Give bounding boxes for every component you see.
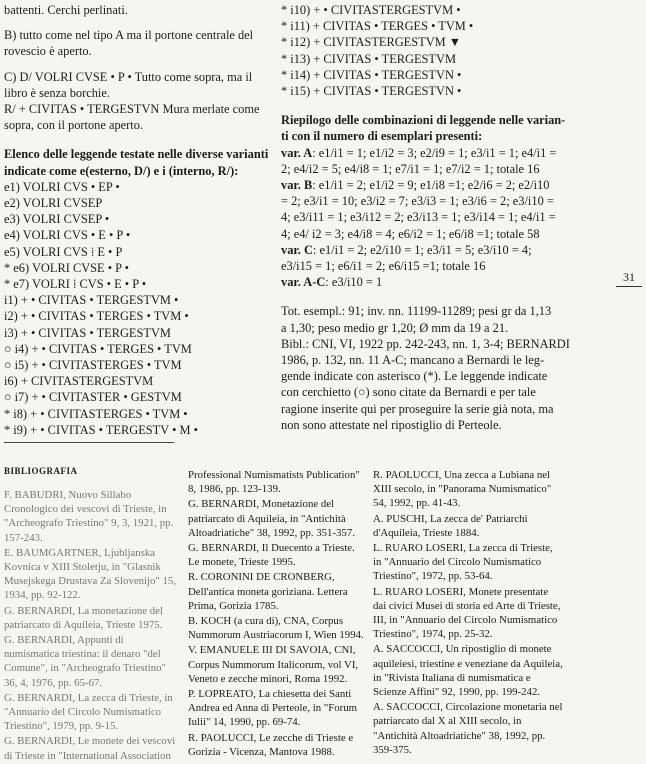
legend-item: * e7) VOLRI ⁞ CVS • E • P •: [4, 277, 147, 292]
bib-entry: A. PUSCHI, La zecca de' Patriarchi d'Aquileia, Trieste 1884.: [373, 512, 528, 539]
var-a-label: var. A: [281, 145, 313, 160]
riepilogo-heading: Riepilogo delle combinazioni di leggende nelle varian-: [281, 113, 566, 128]
legend-item: e5) VOLRI CVS ⁞ E • P: [4, 244, 123, 259]
bibl-line: 1986, p. 132, nn. 11 A-C; mancano a Bernardi le leg-: [281, 353, 545, 368]
legend-item: ○ i4) + • CIVITAS • TERGES • TVM: [4, 341, 192, 356]
left-column: [4, 2, 270, 438]
para-c-line: R/ + CIVITAS • TERGESTVN Mura merlate come: [4, 102, 260, 117]
bib-entry: L. RUARO LOSERI, La zecca di Trieste, in "Annuario del Circolo Numismatico Triestino", 1972, pp. 53-64.: [373, 542, 553, 583]
legend-item: i1) + • CIVITAS • TERGESTVM •: [4, 293, 179, 308]
bibl-line: con cerchietto (○) sono citate da Bernardi e per tale: [281, 385, 536, 400]
legend-item: i6) + CIVITASTERGESTVM: [4, 374, 154, 389]
var-c-line: var. C: e1/i1 = 2; e2/i10 = 1; e3/i1 = 5; e3/i10 = 4;: [281, 242, 532, 257]
text-line: battenti. Cerchi perlinati.: [4, 3, 128, 17]
right-column: [281, 2, 573, 433]
legend-item: e2) VOLRI CVSEP: [4, 196, 103, 211]
para-c-line: libro è senza borchie.: [4, 85, 110, 100]
legend-item: i2) + • CIVITAS • TERGES • TVM •: [4, 309, 189, 324]
bib-entry: G. BERNARDI, Appunti di numismatica triestina: il denaro "del Comune", in "Archeografo Triestino" 36, 4, 1976, pp. 65-67.: [4, 634, 166, 689]
legend-item: * e6) VOLRI CVSE • P •: [4, 260, 130, 275]
legend-item: * i10) + • CIVITASTERGESTVM •: [281, 3, 461, 17]
var-b-line: 4; e4/ i2 = 3; e4/i8 = 4; e6/i2 = 1; e6/i8 =1; totale 58: [281, 226, 540, 241]
bib-entry: B. KOCH (a cura di), CNA, Corpus Nummorum Austriacorum I, Wien 1994.: [188, 615, 364, 642]
legend-item: e1) VOLRI CVS • EP •: [4, 179, 120, 194]
legend-item: ○ i7) + • CIVITASTER • GESTVM: [4, 390, 182, 405]
section-divider: [4, 442, 174, 443]
bibliography-column-1: [4, 488, 180, 764]
bib-entry: R. PAOLUCCI, Le zecche di Trieste e Gorizia - Vicenza, Mantova 1988.: [188, 731, 354, 758]
var-a-line: var. A: e1/i1 = 1; e1/i2 = 3; e2/i9 = 1; e3/i1 = 1; e4/i1 =: [281, 145, 557, 160]
var-ac-label: var. A-C: [281, 275, 326, 290]
bib-entry: Professional Numismatists Publication" 8, 1986, pp. 123-139.: [188, 469, 360, 496]
legend-item: * i12) + CIVITASTERGESTVM ▼: [281, 35, 462, 50]
legend-item: e4) VOLRI CVS • E • P •: [4, 228, 131, 243]
bibliography-heading: BIBLIOGRAFIA: [4, 466, 78, 476]
legend-item: ○ i5) + • CIVITASTERGES • TVM: [4, 358, 182, 373]
page-number: 31: [616, 270, 642, 287]
bib-entry: G. BERNARDI, Monetazione del patriarcato di Aquileia, in "Antichità Altoadriatiche" 38, 1992, pp. 351-357.: [188, 498, 355, 539]
legend-item: * i8) + • CIVITASTERGES • TVM •: [4, 406, 188, 421]
bib-entry: V. EMANUELE III DI SAVOIA, CNI, Corpus Nummorum Italicorum, vol VI, Veneto e zecche minori, Roma 1992.: [188, 644, 359, 685]
var-a-line: 2; e4/i2 = 5; e4/i8 = 1; e7/i1 = 1; e7/i2 = 1; totale 16: [281, 161, 540, 176]
bibl-line: ragione inserite qui per proseguire la serie già nota, ma: [281, 401, 554, 416]
tot-line: a 1,30; peso medio gr 1,20; Ø mm da 19 a 21.: [281, 320, 509, 335]
bib-entry: F. BABUDRI, Nuovo Sillabo Cronologico dei vescovi di Trieste, in "Archeografo Triestino" 9, 3, 1921, pp. 157-243.: [4, 489, 174, 544]
var-b-line: = 2; e3/i1 = 10; e3/i2 = 7; e3/i3 = 1; e3/i6 = 2; e3/i10 =: [281, 194, 554, 209]
legend-item: * i9) + • CIVITAS • TERGESTV • M •: [4, 422, 198, 437]
bib-entry: A. SACCOCCI, Un ripostiglio di monete aquileiesi, triestine e veneziane da Aquileia, in "Rivista Italiana di numismatica e Scienze Affini" 92, 1990, pp. 199-242.: [373, 643, 563, 699]
tot-line: Tot. esempl.: 91; inv. nn. 11199-11289; pesi gr da 1,13: [281, 304, 552, 319]
bib-entry: A. SACCOCCI, Circolazione monetaria nel patriarcato dal X al XIII secolo, in "Antichità Altoadriatiche" 38, 1992, pp. 359-375.: [373, 701, 563, 756]
bib-entry: G. BERNARDI, La monetazione del patriarcato di Aquileia, Trieste 1975.: [4, 604, 163, 631]
bibliography-column-3: [373, 468, 563, 758]
legend-item: * i14) + CIVITAS • TERGESTVN •: [281, 67, 462, 82]
legend-item: e3) VOLRI CVSEP •: [4, 212, 110, 227]
para-c-line: sopra, con il portone aperto.: [4, 118, 144, 133]
bibl-line: non sono attestate nel ripostiglio di Perteole.: [281, 417, 502, 432]
bib-entry: G. BERNARDI, La zecca di Trieste, in "Annuario del Circolo Numismatico Triestino", 1979, pp. 9-15.: [4, 691, 173, 733]
var-b-line: 4; e3/i11 = 1; e3/i12 = 2; e3/i13 = 1; e3/i14 = 1; e4/i1 =: [281, 210, 556, 225]
bib-entry: G. BERNARDI, Le monete dei vescovi di Trieste in "International Association: [4, 735, 176, 762]
var-c-line: e3/i15 = 1; e6/i1 = 2; e6/i15 =1; totale 16: [281, 259, 486, 274]
elenco-heading: Elenco delle leggende testate nelle diverse varianti: [4, 147, 269, 162]
var-c-label: var. C: [281, 242, 313, 257]
para-c-line: C) D/ VOLRI CVSE • P • Tutto come sopra, ma il: [4, 69, 253, 84]
para-b-line: B) tutto come nel tipo A ma il portone centrale del: [4, 28, 254, 43]
legend-item: i3) + • CIVITAS • TERGESTVM: [4, 325, 171, 340]
var-b-label: var. B: [281, 178, 313, 193]
para-b-line: rovescio è aperto.: [4, 44, 92, 59]
bib-entry: E. BAUMGARTNER, Ljubljanska Kovnica v XIII Stoletju, in "Glasnik Musejskega Drustava Za Slovenijo" 15, 1934, pp. 92-122.: [4, 546, 177, 602]
bib-entry: R. CORONINI DE CRONBERG, Dell'antica moneta goriziana. Lettera Prima, Gorizia 1785.: [188, 571, 348, 612]
legend-item: * i15) + CIVITAS • TERGESTVN •: [281, 84, 462, 99]
var-ac-line: var. A-C: e3/i10 = 1: [281, 275, 383, 290]
bib-entry: P. LOPREATO, La chiesetta dei Santi Andrea ed Anna di Perteole, in "Forum Iulii" 14, 1990, pp. 69-74.: [188, 688, 358, 729]
legend-item: * i11) + CIVITAS • TERGES • TVM •: [281, 19, 474, 34]
bibl-line: Bibl.: CNI, VI, 1922 pp. 242-243, nn. 1, 3-4; BERNARDI: [281, 336, 570, 351]
bibl-line: gende indicate con asterisco (*). Le leggende indicate: [281, 369, 548, 384]
elenco-heading: indicate come e(esterno, D/) e i (interno, R/):: [4, 163, 239, 178]
bib-entry: R. PAOLUCCI, Una zecca a Lubiana nel XIII secolo, in "Panorama Numismatico" 54, 1992, pp. 41-43.: [373, 469, 552, 510]
legend-item: * i13) + CIVITAS • TERGESTVM: [281, 51, 456, 66]
bibliography-column-2: [188, 468, 368, 760]
riepilogo-heading: ti con il numero di esemplari presenti:: [281, 129, 483, 144]
var-b-line: var. B: e1/i1 = 2; e1/i2 = 9; e1/i8 =1; e2/i6 = 2; e2/i10: [281, 178, 550, 193]
bib-entry: L. RUARO LOSERI, Monete presentate dai civici Musei di storia ed Arte di Trieste, III, in "Annuario del Circolo Numismatico Triestino", 1974, pp. 25-32.: [373, 585, 561, 641]
bib-entry: G. BERNARDI, Il Duecento a Trieste. Le monete, Trieste 1995.: [188, 542, 355, 569]
